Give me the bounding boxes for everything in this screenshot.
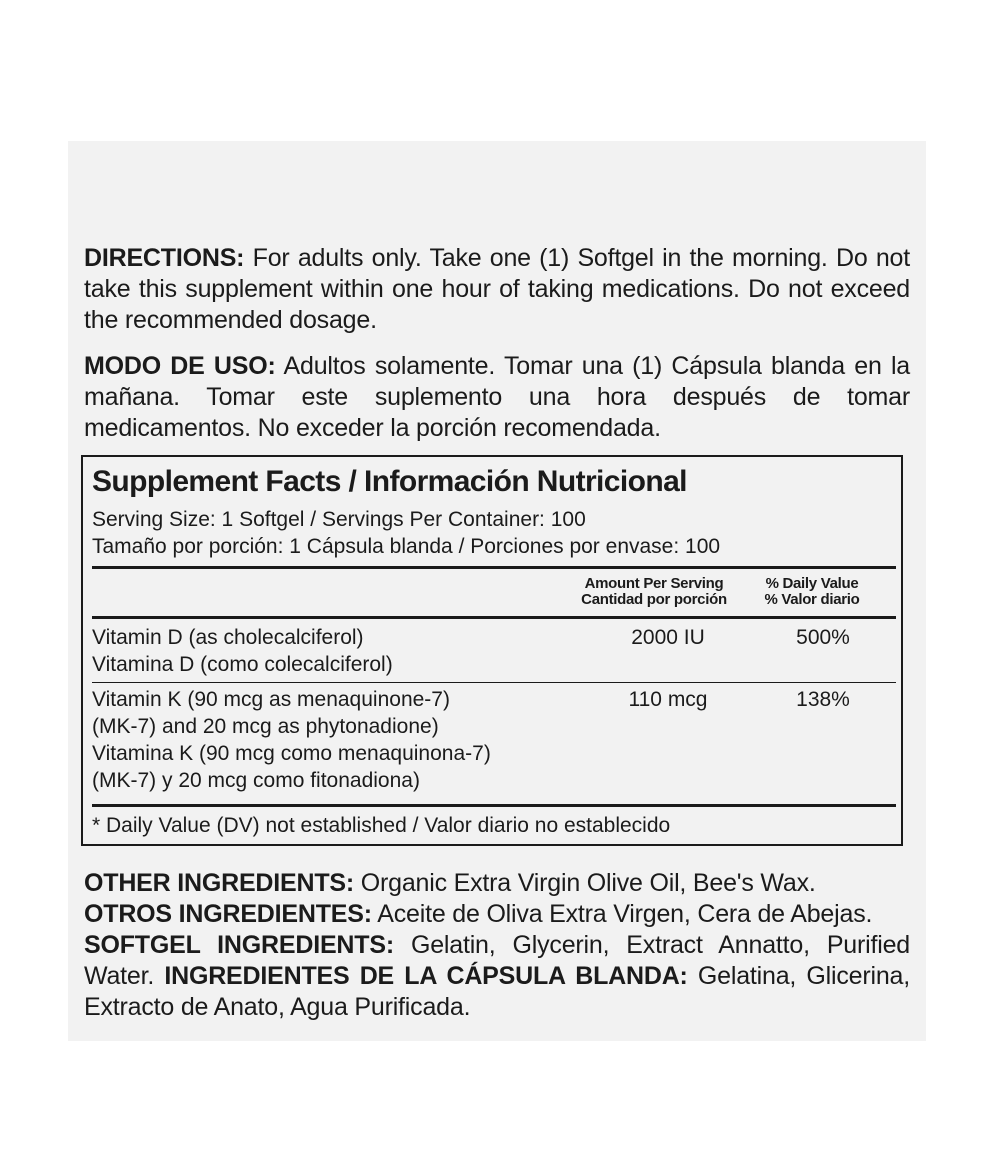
nutrient-line: (MK-7) and 20 mcg as phytonadione)	[92, 715, 439, 738]
daily-value-footnote: * Daily Value (DV) not established / Valor diario no establecido	[92, 814, 671, 837]
amount-per-serving-header-es: Cantidad por porción	[581, 591, 727, 608]
nutrient-vitamin-d	[92, 624, 393, 678]
serving-size-english: Serving Size: 1 Softgel / Servings Per Container: 100	[92, 508, 586, 531]
nutrient-line: (MK-7) y 20 mcg como fitonadiona)	[92, 769, 420, 792]
modo-de-uso-text: Adultos solamente. Tomar una (1) Cápsula blanda en la mañana. Tomar este suplemento una hora después de tomar medicamentos. No exceder la porción recomendada.	[84, 352, 911, 442]
capsula-ingredients-heading: INGREDIENTES DE LA CÁPSULA BLANDA:	[154, 962, 688, 990]
daily-value-vitamin-d: 500%	[796, 626, 850, 649]
daily-value-header-es: % Valor diario	[764, 591, 860, 608]
modo-de-uso-heading: MODO DE USO:	[84, 352, 276, 380]
amount-per-serving-header	[568, 576, 740, 608]
nutrient-line: Vitamina D (como colecalciferol)	[92, 653, 393, 676]
thick-divider	[92, 566, 896, 569]
daily-value-vitamin-k: 138%	[796, 688, 850, 711]
footnote-divider	[92, 804, 896, 807]
serving-size-spanish: Tamaño por porción: 1 Cápsula blanda / Porciones por envase: 100	[92, 535, 721, 558]
softgel-ingredients-heading: SOFTGEL INGREDIENTS:	[84, 931, 394, 959]
nutrient-line: Vitamina K (90 mcg como menaquinona-7)	[92, 742, 491, 765]
supplement-facts-panel	[81, 455, 903, 846]
otros-ingredientes-text: Aceite de Oliva Extra Virgen, Cera de Abejas.	[371, 900, 873, 928]
nutrient-line: Vitamin K (90 mcg as menaquinone-7)	[92, 688, 450, 711]
other-ingredients-text: Organic Extra Virgin Olive Oil, Bee's Wax.	[354, 869, 816, 897]
supplement-facts-title: Supplement Facts / Información Nutricional	[92, 465, 687, 498]
softgel-ingredients-text: Gelatin, Glycerin, Extract Annatto, Purified Water.	[84, 931, 910, 990]
nutrient-line: Vitamin D (as cholecalciferol)	[92, 626, 364, 649]
directions-text: For adults only. Take one (1) Softgel in the morning. Do not take this supplement within one hour of taking medications. Do not exceed the recommended dosage.	[84, 244, 910, 334]
capsula-ingredients-text: Gelatina, Glicerina, Extracto de Anato, Agua Purificada.	[84, 962, 910, 1021]
amount-per-serving-header-en: Amount Per Serving	[584, 575, 724, 592]
header-divider	[92, 616, 896, 619]
amount-vitamin-k: 110 mcg	[628, 688, 708, 711]
directions-heading: DIRECTIONS:	[84, 244, 245, 272]
amount-vitamin-d: 2000 IU	[631, 626, 705, 649]
modo-de-uso-paragraph	[84, 351, 910, 444]
nutrient-vitamin-k	[92, 686, 491, 794]
ingredients-paragraph	[84, 868, 910, 1023]
daily-value-header	[745, 576, 879, 608]
directions-paragraph	[84, 243, 910, 336]
daily-value-header-en: % Daily Value	[765, 575, 859, 592]
other-ingredients-heading: OTHER INGREDIENTS:	[84, 869, 355, 897]
otros-ingredientes-heading: OTROS INGREDIENTES:	[84, 900, 372, 928]
row-divider	[92, 682, 896, 683]
